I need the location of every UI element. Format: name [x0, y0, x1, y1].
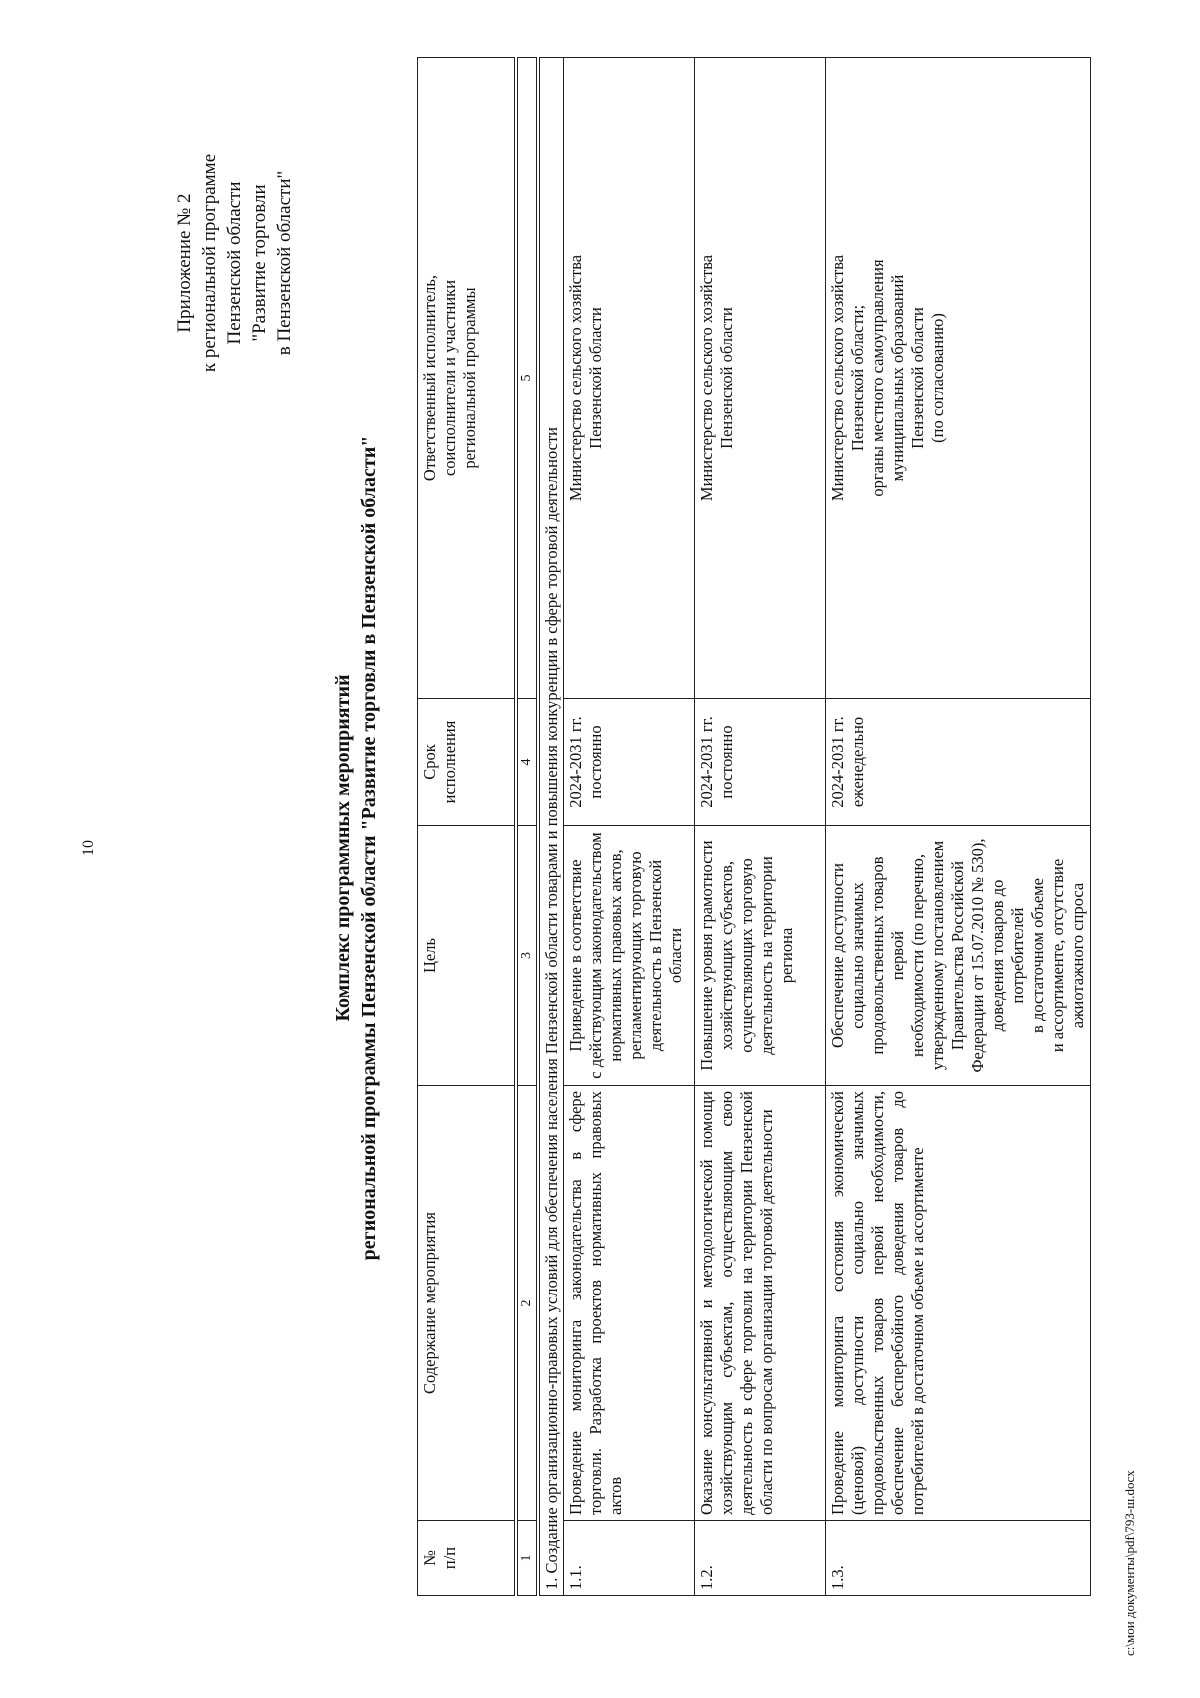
- header-goal: Цель: [418, 826, 517, 1086]
- column-number-row: [516, 58, 538, 1596]
- row-goal: Обеспечение доступности социально значимых продовольственных товаров первой необходимости (по перечню, утвержденному постановлением Правительства Российской Федерации от 15.07.2010 № 530), доведения товаров до потребителей в достаточном объеме и ассортименте, отсутствие ажиотажного спроса: [826, 826, 1091, 1086]
- title-line-2: региональной программы Пензенской области "Развитие торговли в Пензенской области": [358, 435, 380, 1261]
- table-row: [826, 58, 1091, 1596]
- appendix-line: Приложение № 2: [174, 193, 195, 333]
- row-number: 1.3.: [826, 1521, 1091, 1596]
- table-header-row: [418, 58, 517, 1596]
- row-term: 2024-2031 гг. постоянно: [695, 699, 826, 826]
- column-number: 3: [516, 826, 538, 1086]
- row-term: 2024-2031 гг. постоянно: [564, 699, 695, 826]
- header-num: № п/п: [418, 1521, 517, 1596]
- title-line-1: Комплекс программных мероприятий: [332, 674, 354, 1022]
- column-number: 2: [516, 1086, 538, 1521]
- column-number: 5: [516, 58, 538, 699]
- table-row: [695, 58, 826, 1596]
- page-number: 10: [80, 840, 97, 856]
- appendix-line: к региональной программе: [199, 153, 220, 373]
- file-path-footer: c:\мои документы\pdf\793-ш.docx: [1122, 1470, 1137, 1656]
- row-content: Проведение мониторинга состояния экономической (ценовой) доступности социально значимых продовольственных товаров первой необходимости, обеспечение бесперебойного доведения товаров до потребителей в достаточном объеме и ассортименте: [826, 1086, 1091, 1521]
- row-content: Проведение мониторинга законодательства в сфере торговли. Разработка проектов нормативных правовых актов: [564, 1086, 695, 1521]
- appendix-line: в Пензенской области": [274, 170, 295, 356]
- header-executor: Ответственный исполнитель, соисполнители и участники региональной программы: [418, 58, 517, 699]
- row-term: 2024-2031 гг. еженедельно: [826, 699, 1091, 826]
- header-content: Содержание мероприятия: [418, 1086, 517, 1521]
- row-content: Оказание консультативной и методологической помощи хозяйствующим субъектам, осуществляющим свою деятельность в сфере торговли на территории Пензенской области по вопросам организации торговой деятельности: [695, 1086, 826, 1521]
- row-number: 1.1.: [564, 1521, 695, 1596]
- row-number: 1.2.: [695, 1521, 826, 1596]
- table-row: [564, 58, 695, 1596]
- measures-table: [417, 57, 1091, 1596]
- header-term: Срок исполнения: [418, 699, 517, 826]
- appendix-line: Пензенской области: [224, 181, 245, 345]
- appendix-line: "Развитие торговли: [249, 184, 270, 342]
- document-title: [330, 78, 382, 1618]
- column-number: 4: [516, 699, 538, 826]
- appendix-note: [172, 98, 297, 428]
- row-executor: Министерство сельского хозяйства Пензенской области: [695, 58, 826, 699]
- row-goal: Повышение уровня грамотности хозяйствующих субъектов, осуществляющих торговую деятельность на территории региона: [695, 826, 826, 1086]
- column-number: 1: [516, 1521, 538, 1596]
- row-goal: Приведение в соответствие с действующим законодательством нормативных правовых актов, регламентирующих торговую деятельность в Пензенской области: [564, 826, 695, 1086]
- section-title: 1. Создание организационно-правовых условий для обеспечения населения Пензенской области товарами и повышения конкуренции в сфере торговой деятельности: [538, 58, 564, 1596]
- row-executor: Министерство сельского хозяйства Пензенской области: [564, 58, 695, 699]
- section-row: [538, 58, 564, 1596]
- row-executor: Министерство сельского хозяйства Пензенской области; органы местного самоуправления муниципальных образований Пензенской области (по согласованию): [826, 58, 1091, 699]
